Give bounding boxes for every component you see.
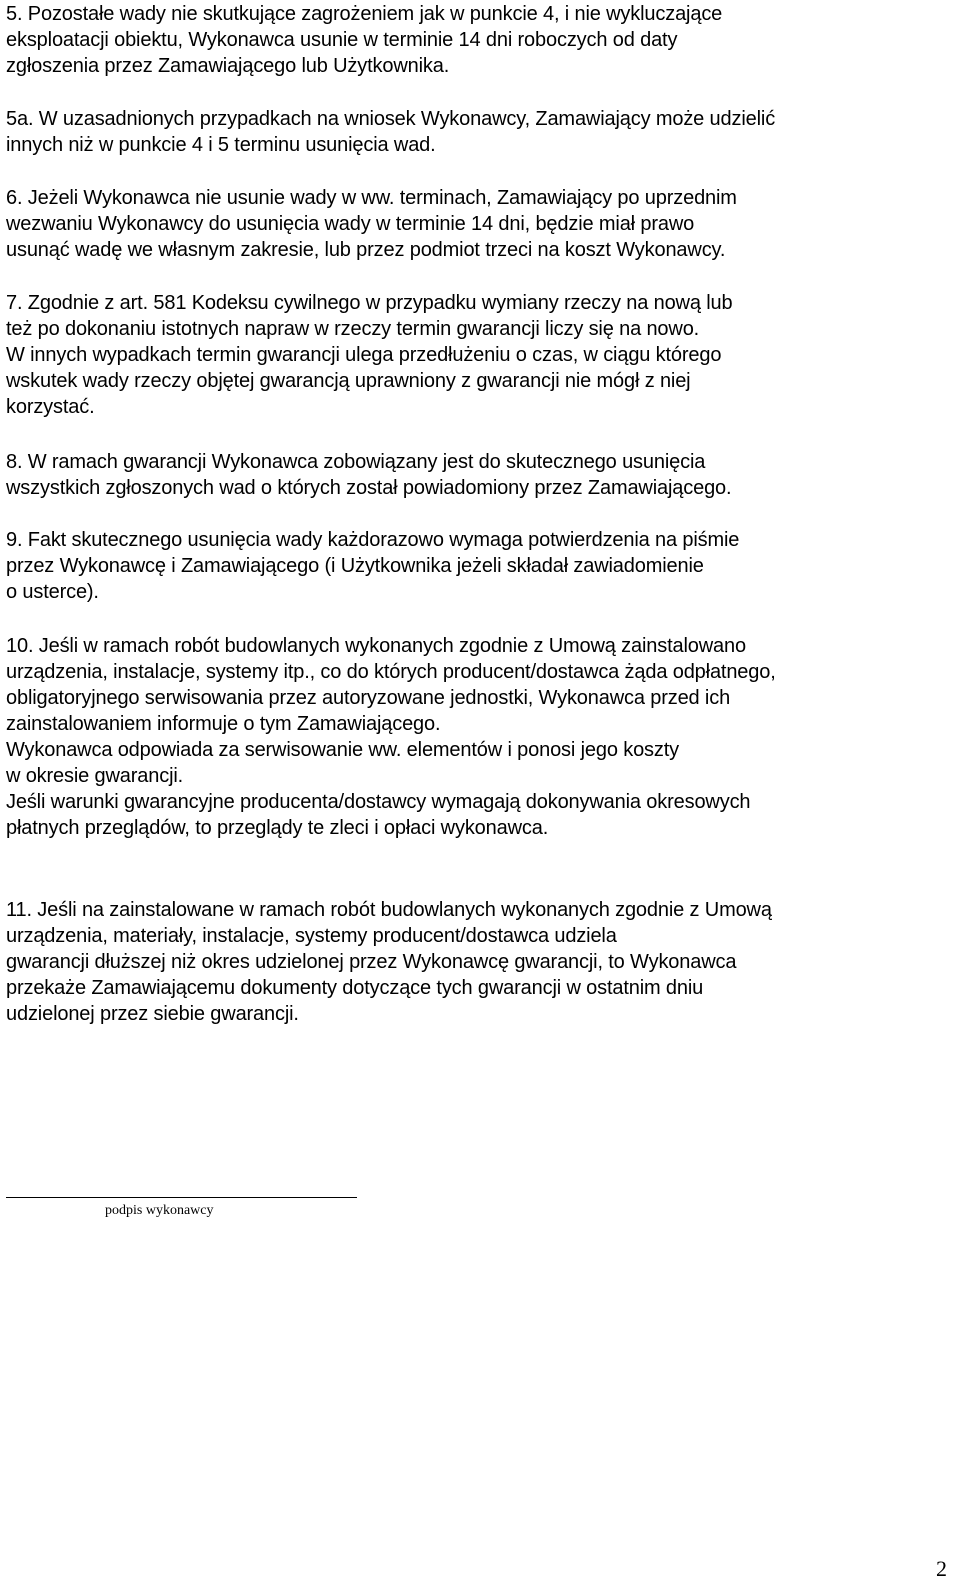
page-number: 2 <box>936 1556 947 1581</box>
paragraph-6: 6. Jeżeli Wykonawca nie usunie wady w ww. terminach, Zamawiający po uprzednim wezwaniu Wykonawcy do usunięcia wady w terminie 14 dni, będzie miał prawo usunąć wadę we własnym zakresie, lub przez podmiot trzeci na koszt Wykonawcy. <box>6 187 737 261</box>
signature-line <box>6 1197 357 1198</box>
paragraph-7: 7. Zgodnie z art. 581 Kodeksu cywilnego w przypadku wymiany rzeczy na nową lub też po dokonaniu istotnych napraw w rzeczy termin gwarancji liczy się na nowo. W innych wypadkach termin gwarancji ulega przedłużeniu o czas, w ciągu którego wskutek wady rzeczy objętej gwarancją uprawniony z gwarancji nie mógł z niej korzystać. <box>6 292 733 418</box>
paragraph-11: 11. Jeśli na zainstalowane w ramach robót budowlanych wykonanych zgodnie z Umową urządzenia, materiały, instalacje, systemy producent/dostawca udziela gwarancji dłuższej niż okres udzielonej przez Wykonawcę gwarancji, to Wykonawca przekaże Zamawiającemu dokumenty dotyczące tych gwarancji w ostatnim dniu udzielonej przez siebie gwarancji. <box>6 899 772 1025</box>
paragraph-9: 9. Fakt skutecznego usunięcia wady każdorazowo wymaga potwierdzenia na piśmie przez Wykonawcę i Zamawiającego (i Użytkownika jeżeli składał zawiadomienie o usterce). <box>6 529 740 603</box>
paragraph-8: 8. W ramach gwarancji Wykonawca zobowiązany jest do skutecznego usunięcia wszystkich zgłoszonych wad o których został powiadomiony przez Zamawiającego. <box>6 451 732 499</box>
paragraph-10: 10. Jeśli w ramach robót budowlanych wykonanych zgodnie z Umową zainstalowano urządzenia, instalacje, systemy itp., co do których producent/dostawca żąda odpłatnego, obligatoryjnego serwisowania przez autoryzowane jednostki, Wykonawca przed ich zainstalowaniem informuje o tym Zamawiającego. Wykonawca odpowiada za serwisowanie ww. elementów i ponosi jego koszty w okresie gwarancji. Jeśli warunki gwarancyjne producenta/dostawcy wymagają dokonywania okresowych płatnych przeglądów, to przeglądy te zleci i opłaci wykonawca. <box>6 635 776 839</box>
paragraph-5: 5. Pozostałe wady nie skutkujące zagrożeniem jak w punkcie 4, i nie wykluczające eksploatacji obiektu, Wykonawca usunie w terminie 14 dni roboczych od daty zgłoszenia przez Zamawiającego lub Użytkownika. <box>6 3 723 77</box>
signature-caption: podpis wykonawcy <box>105 1203 214 1218</box>
paragraph-5a: 5a. W uzasadnionych przypadkach na wniosek Wykonawcy, Zamawiający może udzielić innych niż w punkcie 4 i 5 terminu usunięcia wad. <box>6 108 776 156</box>
